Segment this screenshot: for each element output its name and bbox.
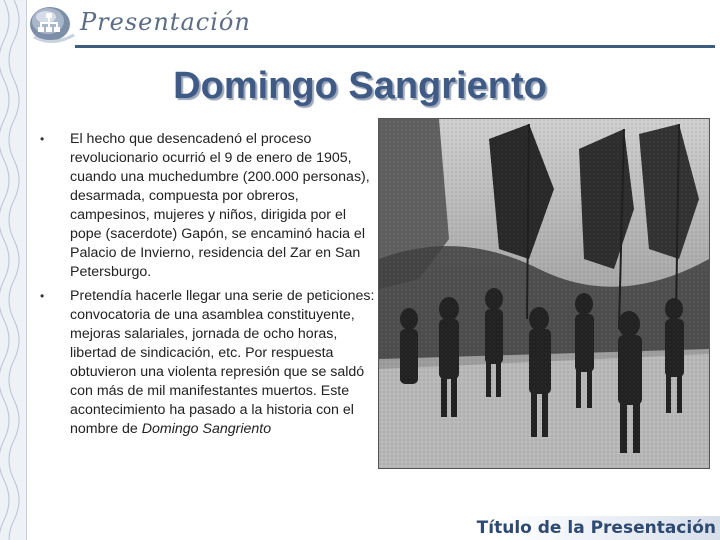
header-divider <box>75 45 715 48</box>
bullet-item <box>40 130 380 282</box>
historical-photo <box>378 118 710 469</box>
bullet-emphasis: Domingo Sangriento <box>141 421 272 437</box>
bullet-list <box>40 130 380 439</box>
bullet-dot: • <box>40 132 45 146</box>
bullet-text: El hecho que desencadenó el proceso revolucionario ocurrió el 9 de enero de 1905, cuando una muchedumbre (200.000 personas), desarmada, compuesta por obreros, campesinos, mujeres y niños, dirigida por el pope (sacerdote) Gapón, se encaminó hacia el Palacio de Invierno, residencia del Zar en San Petersburgo. <box>70 131 370 280</box>
slide-title: Domingo Sangriento <box>173 65 547 107</box>
bullet-item <box>40 287 380 439</box>
header-section-label: Presentación <box>80 8 251 36</box>
bullet-dot: • <box>40 289 45 303</box>
bullet-text: Pretendía hacerle llegar una serie de peticiones: convocatoria de una asamblea constituyente, mejoras salariales, jornada de ocho horas, libertad de sindicación, etc. Por respuesta obtuvieron una violenta represión que se saldó con más de mil manifestantes muertos. Este acontecimiento ha pasado a la historia con el nombre de <box>70 288 375 437</box>
organization-chart-icon <box>28 3 76 43</box>
footer-title: Título de la Presentación <box>476 518 716 538</box>
